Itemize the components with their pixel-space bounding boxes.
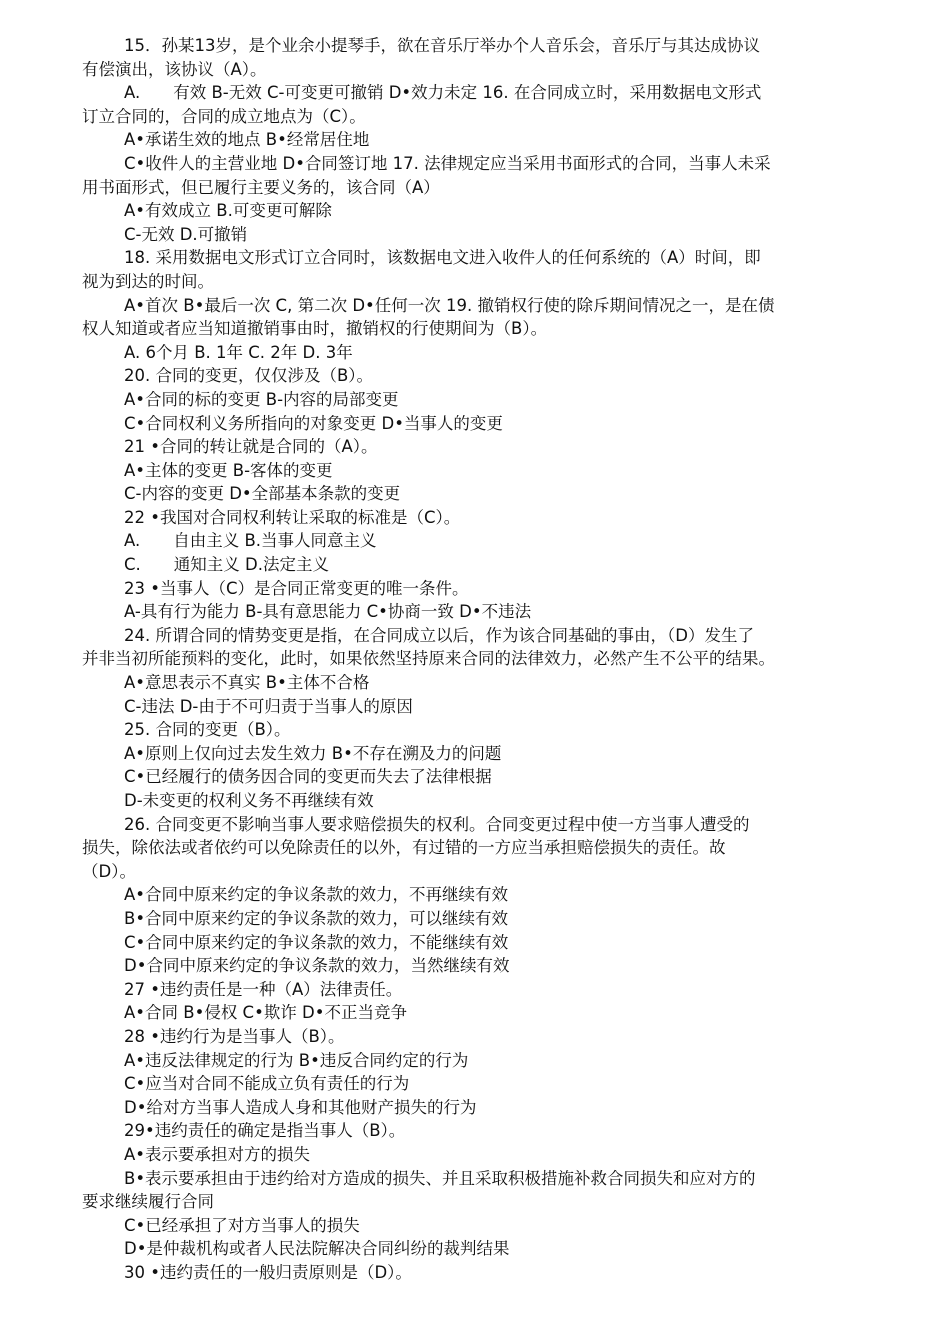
text-line: 26. 合同变更不影响当事人要求赔偿损失的权利。合同变更过程中使一方当事人遭受的 [124,814,750,834]
text-line: 有偿演出，该协议（A）。 [82,59,267,79]
text-line: C. 通知主义 D.法定主义 [124,555,329,575]
text-line: 15．孙某13岁，是个业余小提琴手，欲在音乐厅举办个人音乐会，音乐厅与其达成协议 [124,36,760,55]
text-line: 21 •合同的转让就是合同的（A）。 [124,437,378,457]
text-line: D•合同中原来约定的争议条款的效力，当然继续有效 [124,956,510,976]
text-line: C•已经履行的债务因合同的变更而失去了法律根据 [124,767,492,787]
text-line: 30 •违约责任的一般归责原则是（D）。 [124,1262,412,1282]
text-line: C•收件人的主营业地 D•合同签订地 17. 法律规定应当采用书面形式的合同，当事人未采 [124,153,771,173]
text-line: 28 •违约行为是当事人（B）。 [124,1026,345,1046]
text-line: C-内容的变更 D•全部基本条款的变更 [124,484,401,504]
text-line: B•合同中原来约定的争议条款的效力，可以继续有效 [124,908,509,928]
text-line: A•首次 B•最后一次 C, 第二次 D•任何一次 19. 撤销权行使的除斥期间情况之一，是在债 [124,295,775,315]
text-line: 订立合同的，合同的成立地点为（C）。 [82,106,366,126]
text-line: A•承诺生效的地点 B•经常居住地 [124,130,370,150]
text-line: A•违反法律规定的行为 B•违反合同约定的行为 [124,1050,469,1070]
text-line: 27 •违约责任是一种（A）法律责任。 [124,979,403,999]
text-line: A. 6个月 B. 1年 C. 2年 D. 3年 [124,342,353,362]
text-line: 并非当初所能预料的变化，此时，如果依然坚持原来合同的法律效力，必然产生不公平的结果。 [82,649,775,669]
text-line: 20. 合同的变更，仅仅涉及（B）。 [124,366,374,386]
text-line: C-无效 D.可撤销 [124,224,248,244]
text-line: （D）。 [82,861,136,881]
text-line: 损失，除依法或者依约可以免除责任的以外，有过错的一方应当承担赔偿损失的责任。故 [82,838,726,858]
text-line: C•合同权利义务所指向的对象变更 D•当事人的变更 [124,413,503,433]
text-line: D•给对方当事人造成人身和其他财产损失的行为 [124,1097,477,1117]
text-line: B•表示要承担由于违约给对方造成的损失、并且采取积极措施补救合同损失和应对方的 [124,1168,756,1188]
text-line: C-违法 D-由于不可归责于当事人的原因 [124,696,413,716]
text-line: 23 •当事人（C）是合同正常变更的唯一条件。 [124,578,469,598]
text-line: A•合同 B•侵权 C•欺诈 D•不正当竞争 [124,1003,407,1023]
text-line: A•有效成立 B.可变更可解除 [124,201,332,221]
text-line: 24. 所谓合同的情势变更是指，在合同成立以后，作为该合同基础的事由，（D）发生了 [124,625,754,645]
text-line: A. 有效 B-无效 C-可变更可撤销 D•效力未定 16. 在合同成立时，采用数据电文形式 [124,83,762,103]
document-body [82,34,880,1284]
text-line: D•是仲裁机构或者人民法院解决合同纠纷的裁判结果 [124,1239,510,1259]
text-line: 29•违约责任的确定是指当事人（B）。 [124,1121,406,1141]
text-line: C•合同中原来约定的争议条款的效力，不能继续有效 [124,932,509,952]
text-line: 权人知道或者应当知道撤销事由时，撤销权的行使期间为（B）。 [82,319,548,339]
text-line: 25. 合同的变更（B）。 [124,720,291,740]
text-line: A-具有行为能力 B-具有意思能力 C•协商一致 D•不违法 [124,602,532,622]
text-line: 18. 采用数据电文形式订立合同时，该数据电文进入收件人的任何系统的（A）时间，即 [124,248,761,268]
text-line: A•原则上仅向过去发生效力 B•不存在溯及力的问题 [124,743,502,763]
text-line: C•已经承担了对方当事人的损失 [124,1215,360,1235]
text-line: A. 自由主义 B.当事人同意主义 [124,531,377,551]
text-line: 22 •我国对合同权利转让采取的标准是（C）。 [124,507,461,527]
text-line: A•主体的变更 B-客体的变更 [124,460,333,480]
text-line: 要求继续履行合同 [82,1192,214,1212]
text-line: C•应当对合同不能成立负有责任的行为 [124,1074,410,1094]
text-line: 视为到达的时间。 [82,271,214,291]
text-line: A•合同中原来约定的争议条款的效力，不再继续有效 [124,885,509,905]
text-line: A•意思表示不真实 B•主体不合格 [124,673,370,693]
text-line: 用书面形式，但已履行主要义务的，该合同（A） [82,177,440,197]
text-line: D-未变更的权利义务不再继续有效 [124,791,374,810]
text-line: A•合同的标的变更 B-内容的局部变更 [124,389,399,409]
text-line: A•表示要承担对方的损失 [124,1144,311,1164]
